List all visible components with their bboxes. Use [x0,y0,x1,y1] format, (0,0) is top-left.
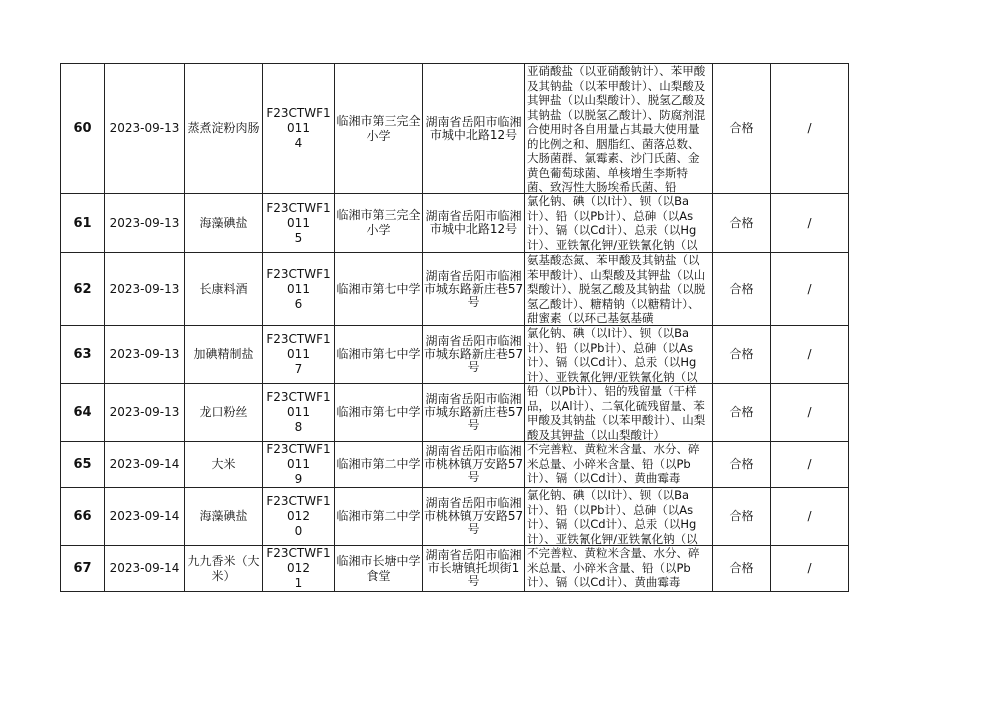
remark: / [771,194,849,253]
table-row [61,384,849,442]
row-number: 64 [61,384,105,442]
unit-address: 湖南省岳阳市临湘市城东路新庄巷57号 [423,384,525,442]
remark: / [771,253,849,326]
test-result: 合格 [713,253,771,326]
row-number: 61 [61,194,105,253]
test-items: 亚硝酸盐（以亚硝酸钠计）、苯甲酸及其钠盐（以苯甲酸计）、山梨酸及其钾盐（以山梨酸计）、脱氢乙酸及其钠盐（以脱氢乙酸计）、防腐剂混合使用时各自用量占其最大使用量的比例之和、胭脂红、菌落总数、大肠菌群、氯霉素、沙门氏菌、金黄色葡萄球菌、单核增生李斯特菌、致泻性大肠埃希氏菌、铅 [525,64,713,194]
table-row [61,326,849,384]
test-result: 合格 [713,326,771,384]
sample-code: F23CTWF1011 8 [263,384,335,442]
sample-name: 海藻碘盐 [185,488,263,546]
sample-code: F23CTWF1011 4 [263,64,335,194]
test-items: 氯化钠、碘（以I计）、钡（以Ba计）、铅（以Pb计）、总砷（以As计）、镉（以Cd计）、总汞（以Hg计）、亚铁氰化钾/亚铁氰化钠（以 [525,194,713,253]
remark: / [771,546,849,592]
sample-date: 2023-09-13 [105,384,185,442]
sample-name: 龙口粉丝 [185,384,263,442]
sample-date: 2023-09-14 [105,488,185,546]
table-row [61,253,849,326]
sample-date: 2023-09-13 [105,253,185,326]
sample-name: 海藻碘盐 [185,194,263,253]
test-result: 合格 [713,384,771,442]
unit-address: 湖南省岳阳市临湘市城中北路12号 [423,194,525,253]
sample-code: F23CTWF1011 5 [263,194,335,253]
test-result: 合格 [713,442,771,488]
sample-name: 长康料酒 [185,253,263,326]
sample-code: F23CTWF1012 0 [263,488,335,546]
test-items: 铅（以Pb计）、铝的残留量（干样品，以Al计）、二氧化硫残留量、苯甲酸及其钠盐（以苯甲酸计）、山梨酸及其钾盐（以山梨酸计） [525,384,713,442]
test-result: 合格 [713,64,771,194]
sampled-unit: 临湘市第七中学 [335,384,423,442]
test-result: 合格 [713,194,771,253]
sample-date: 2023-09-13 [105,194,185,253]
unit-address: 湖南省岳阳市临湘市城东路新庄巷57号 [423,253,525,326]
sample-code: F23CTWF1012 1 [263,546,335,592]
table-row [61,488,849,546]
sampled-unit: 临湘市第三完全小学 [335,194,423,253]
row-number: 65 [61,442,105,488]
sampled-unit: 临湘市第七中学 [335,326,423,384]
remark: / [771,442,849,488]
unit-address: 湖南省岳阳市临湘市城东路新庄巷57号 [423,326,525,384]
sample-code: F23CTWF1011 6 [263,253,335,326]
test-items: 不完善粒、黄粒米含量、水分、碎米总量、小碎米含量、铅（以Pb计）、镉（以Cd计）、黄曲霉毒 [525,442,713,488]
remark: / [771,384,849,442]
unit-address: 湖南省岳阳市临湘市长塘镇托坝街1号 [423,546,525,592]
test-items: 氨基酸态氮、苯甲酸及其钠盐（以苯甲酸计）、山梨酸及其钾盐（以山梨酸计）、脱氢乙酸及其钠盐（以脱氢乙酸计）、糖精钠（以糖精计）、甜蜜素（以环己基氨基磺 [525,253,713,326]
table-row [61,546,849,592]
unit-address: 湖南省岳阳市临湘市桃林镇万安路57号 [423,488,525,546]
remark: / [771,326,849,384]
sample-name: 九九香米（大米） [185,546,263,592]
test-items: 不完善粒、黄粒米含量、水分、碎米总量、小碎米含量、铅（以Pb计）、镉（以Cd计）、黄曲霉毒 [525,546,713,592]
table-row [61,442,849,488]
test-result: 合格 [713,488,771,546]
sampled-unit: 临湘市长塘中学食堂 [335,546,423,592]
test-items: 氯化钠、碘（以I计）、钡（以Ba计）、铅（以Pb计）、总砷（以As计）、镉（以Cd计）、总汞（以Hg计）、亚铁氰化钾/亚铁氰化钠（以 [525,488,713,546]
row-number: 67 [61,546,105,592]
sample-name: 蒸煮淀粉肉肠 [185,64,263,194]
sample-code: F23CTWF1011 7 [263,326,335,384]
sample-date: 2023-09-14 [105,546,185,592]
row-number: 60 [61,64,105,194]
unit-address: 湖南省岳阳市临湘市城中北路12号 [423,64,525,194]
test-result: 合格 [713,546,771,592]
table-row [61,194,849,253]
sample-name: 加碘精制盐 [185,326,263,384]
inspection-table [60,63,849,592]
test-items: 氯化钠、碘（以I计）、钡（以Ba计）、铅（以Pb计）、总砷（以As计）、镉（以Cd计）、总汞（以Hg计）、亚铁氰化钾/亚铁氰化钠（以 [525,326,713,384]
sampled-unit: 临湘市第二中学 [335,442,423,488]
row-number: 66 [61,488,105,546]
sample-date: 2023-09-14 [105,442,185,488]
sample-date: 2023-09-13 [105,326,185,384]
remark: / [771,64,849,194]
sampled-unit: 临湘市第二中学 [335,488,423,546]
table-row [61,64,849,194]
sample-name: 大米 [185,442,263,488]
sample-code: F23CTWF1011 9 [263,442,335,488]
unit-address: 湖南省岳阳市临湘市桃林镇万安路57号 [423,442,525,488]
sampled-unit: 临湘市第三完全小学 [335,64,423,194]
row-number: 62 [61,253,105,326]
row-number: 63 [61,326,105,384]
sample-date: 2023-09-13 [105,64,185,194]
sampled-unit: 临湘市第七中学 [335,253,423,326]
remark: / [771,488,849,546]
